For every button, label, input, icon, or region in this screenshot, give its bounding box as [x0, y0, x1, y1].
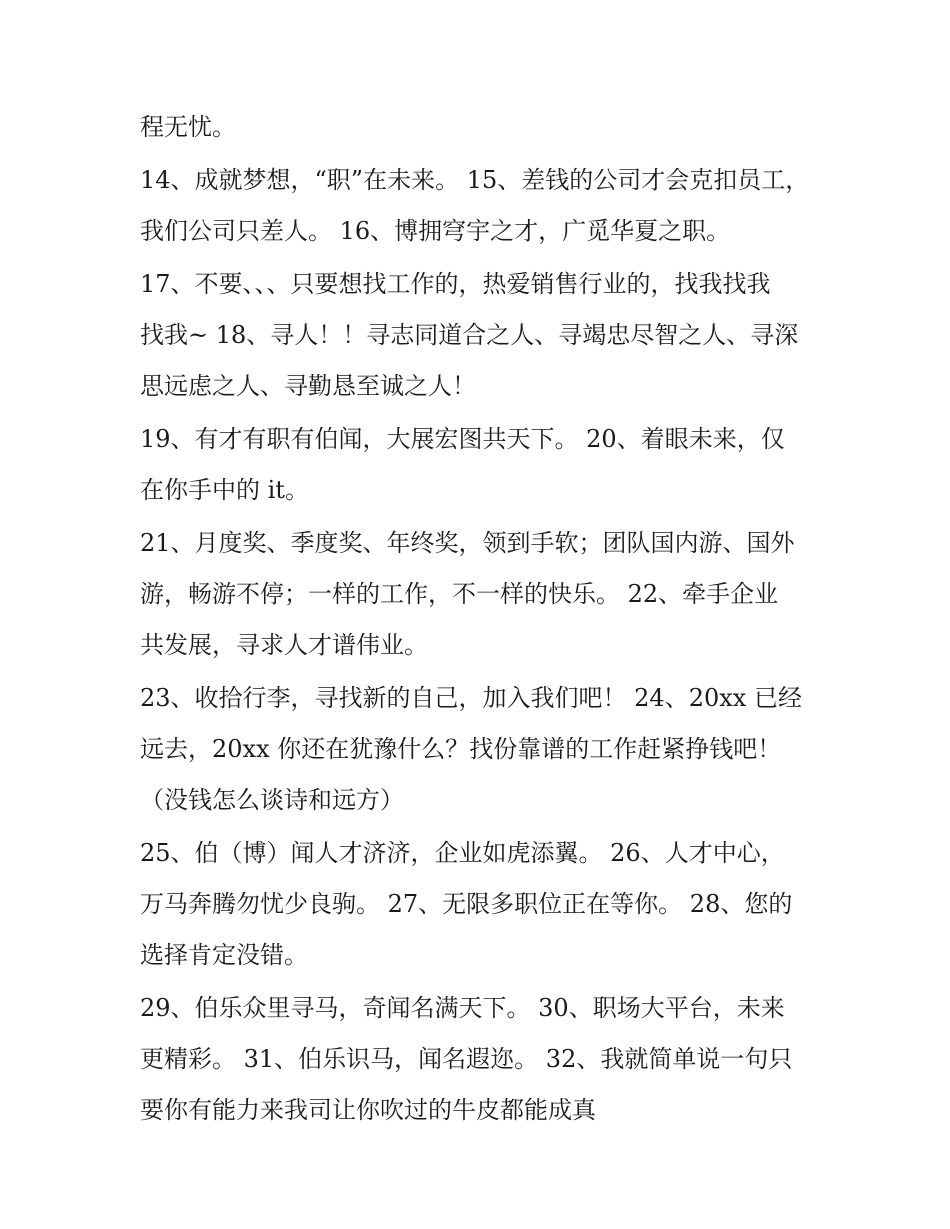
paragraph: [140, 414, 820, 516]
text-line: 游，畅游不停；一样的工作，不一样的快乐。 22、牵手企业: [140, 580, 779, 608]
document-body: [140, 102, 820, 1138]
text-line: 远去，20xx 你还在犹豫什么？找份靠谱的工作赶紧挣钱吧！: [140, 735, 782, 763]
text-line: （没钱怎么谈诗和远方）: [140, 786, 404, 814]
paragraph: [140, 102, 820, 153]
text-line: 19、有才有职有伯闻，大展宏图共天下。 20、着眼未来，仅: [140, 425, 785, 453]
text-line: 找我~ 18、寻人！！寻志同道合之人、寻竭忠尽智之人、寻深: [140, 321, 799, 349]
text-line: 选择肯定没错。: [140, 941, 308, 969]
paragraph: [140, 673, 820, 826]
paragraph: [140, 983, 820, 1136]
text-line: 21、月度奖、季度奖、年终奖，领到手软；团队国内游、国外: [140, 529, 795, 557]
paragraph: [140, 259, 820, 412]
text-line: 我们公司只差人。 16、博拥穹宇之才，广觅华夏之职。: [140, 217, 731, 245]
text-line: 更精彩。 31、伯乐识马，闻名遐迩。 32、我就简单说一句只: [140, 1045, 793, 1073]
text-line: 14、成就梦想，“职”在未来。 15、差钱的公司才会克扣员工，: [140, 166, 810, 194]
text-line: 23、收拾行李，寻找新的自己，加入我们吧！ 24、20xx 已经: [140, 684, 802, 712]
text-line: 17、不要、、、只要想找工作的，热爱销售行业的，找我找我: [140, 270, 771, 298]
text-line: 程无忧。: [140, 113, 236, 141]
text-line: 思远虑之人、寻勤恳至诚之人！: [140, 372, 476, 400]
text-line: 29、伯乐众里寻马，奇闻名满天下。 30、职场大平台，未来: [140, 994, 785, 1022]
text-line: 要你有能力来我司让你吹过的牛皮都能成真: [140, 1096, 596, 1124]
text-line: 共发展，寻求人才谱伟业。: [140, 631, 428, 659]
paragraph: [140, 828, 820, 981]
text-line: 万马奔腾勿忧少良驹。 27、无限多职位正在等你。 28、您的: [140, 890, 793, 918]
paragraph: [140, 155, 820, 257]
text-line: 25、伯（博）闻人才济济，企业如虎添翼。 26、人才中心，: [140, 839, 785, 867]
text-line: 在你手中的 it。: [140, 476, 309, 504]
paragraph: [140, 518, 820, 671]
